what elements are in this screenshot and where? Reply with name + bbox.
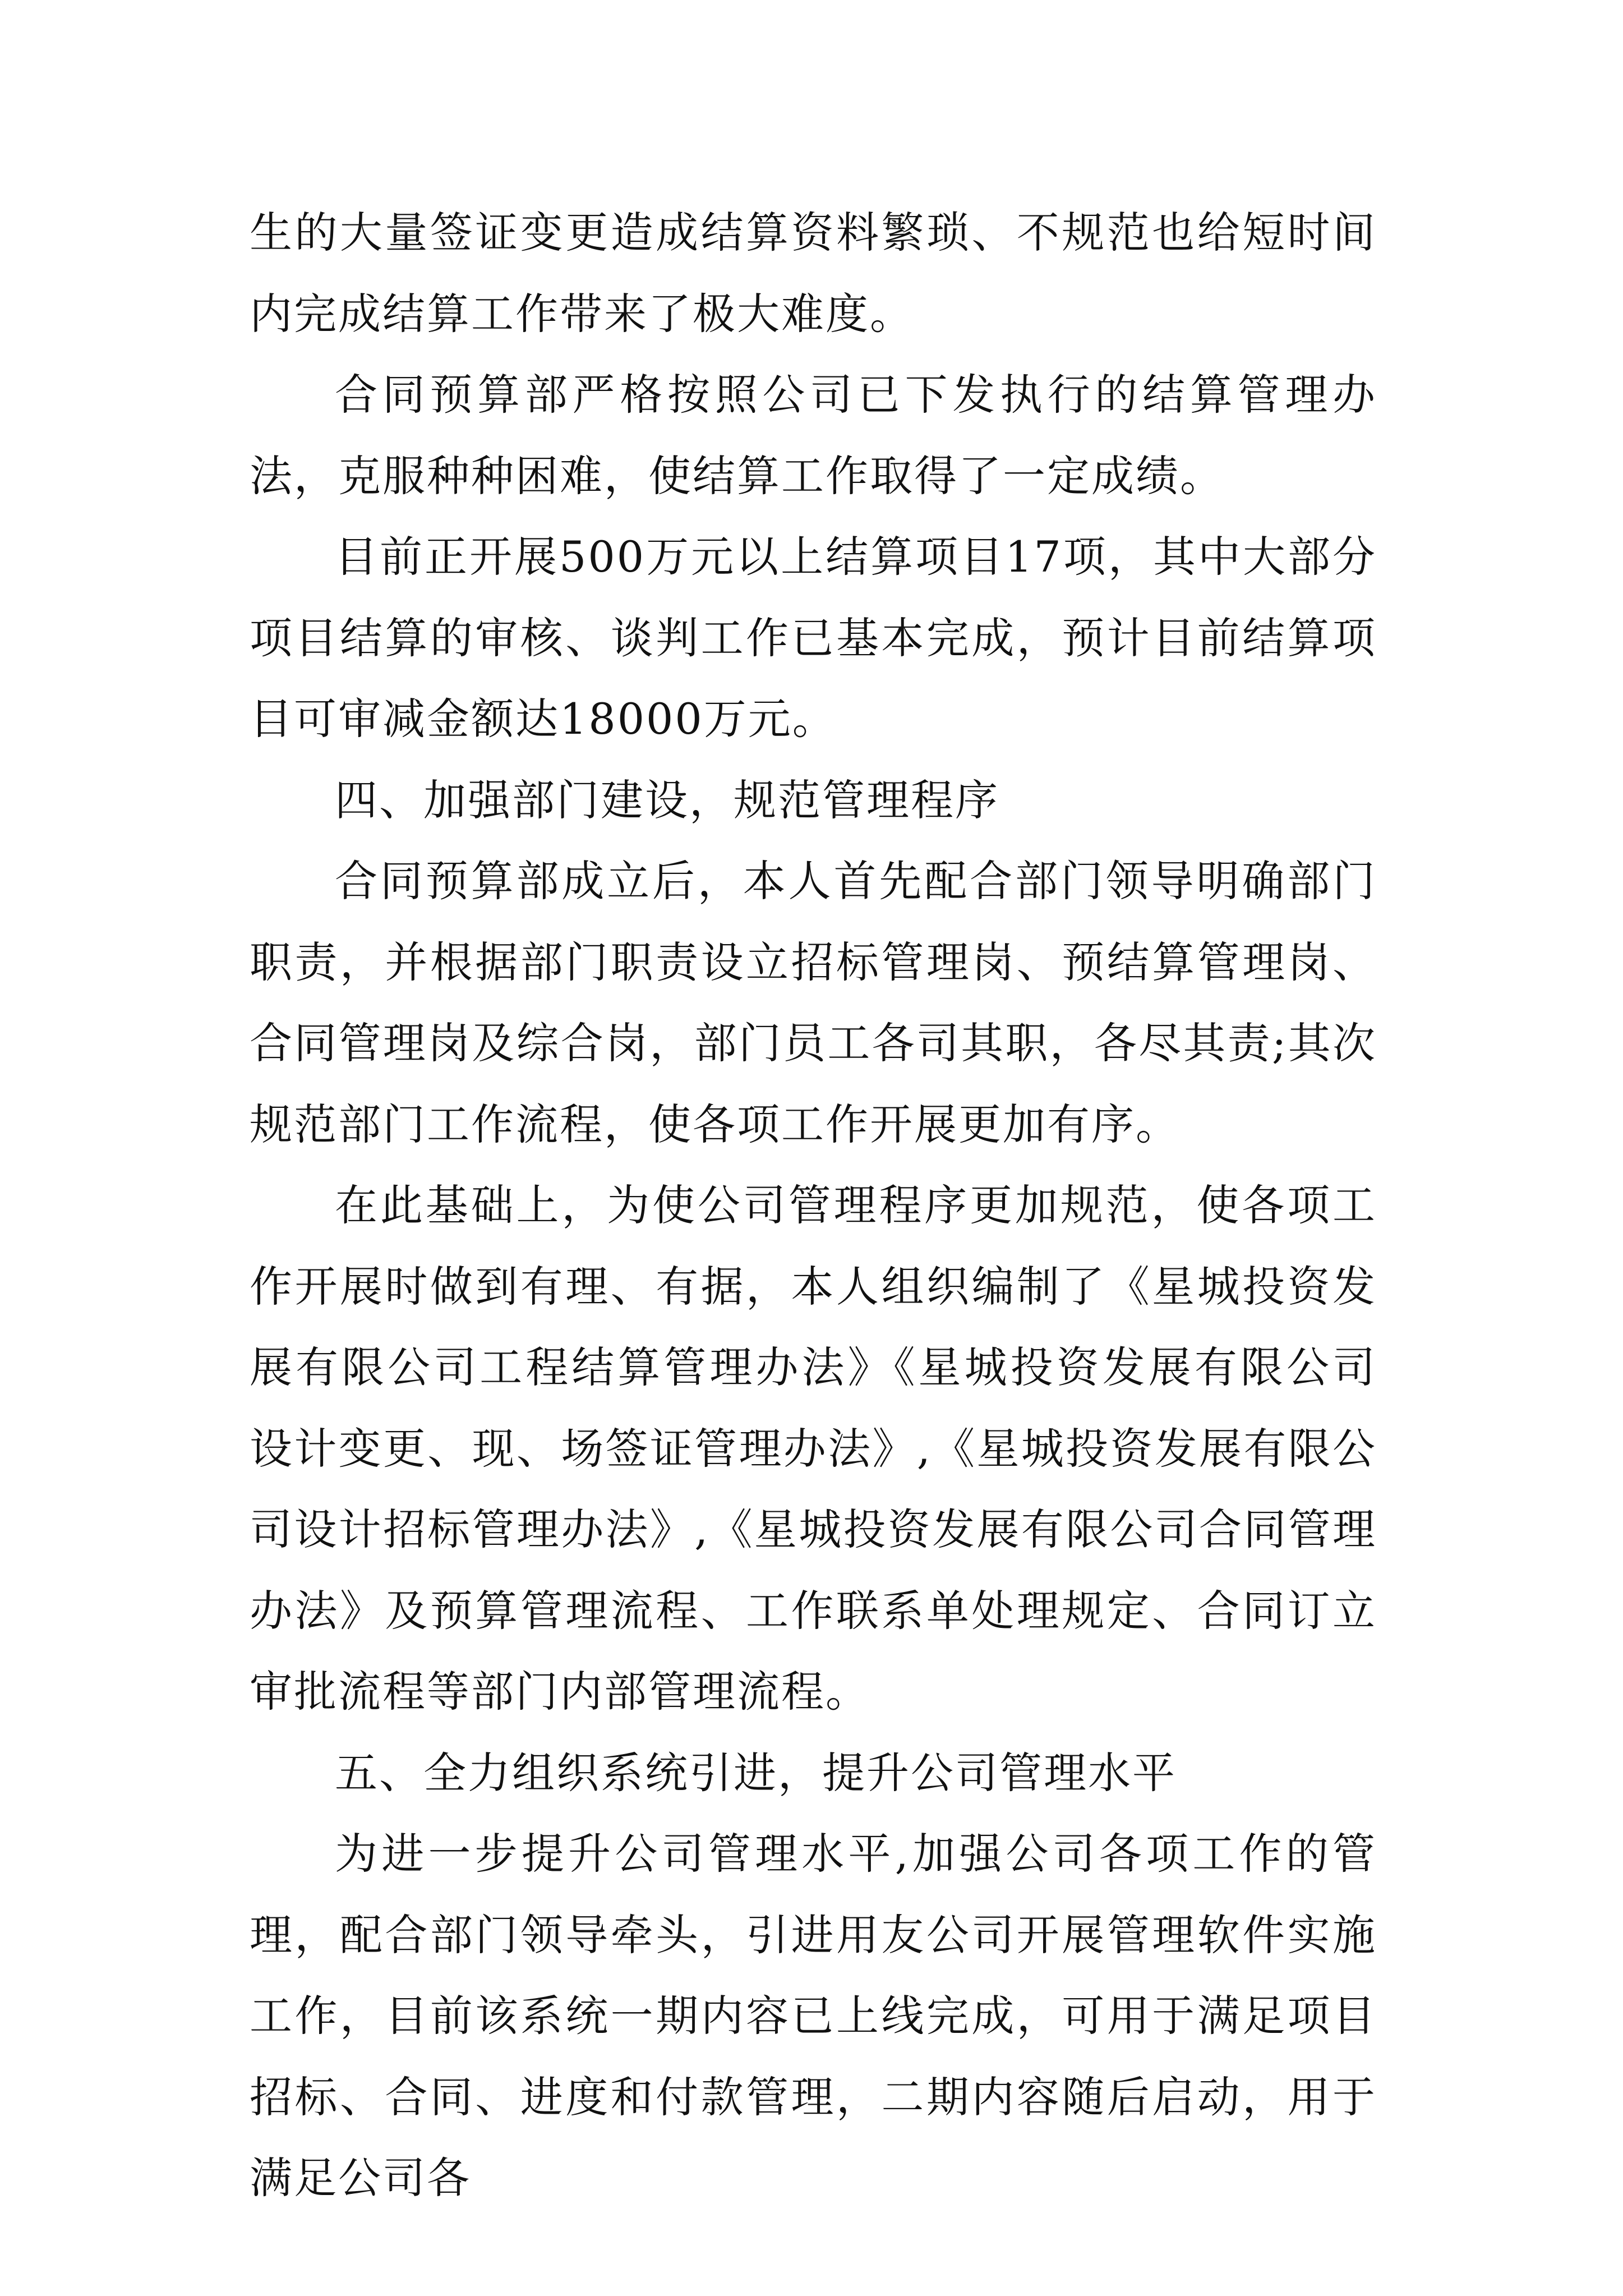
section-heading-4: 四、加强部门建设，规范管理程序 [335,775,999,825]
section-heading-5: 五、全力组织系统引进，提升公司管理水平 [335,1747,1177,1798]
paragraph-management-regulations: 在此基础上，为使公司管理程序更加规范，使各项工作开展时做到有理、有据，本人组织编制了《星城投资发展有限公司工程结算管理办法》《星城投资发展有限公司设计变更、现、场签证管理办法》,《星城投资发展有限公司设计招标管理办法》,《星城投资发展有限公司合同管理办法》及预算管理流程、工作联系单处理规定、合同订立审批流程等部门内部管理流程。 [250,1180,1377,1717]
paragraph-settlement-projects: 目前正开展500万元以上结算项目17项，其中大部分项目结算的审核、谈判工作已基本完成，预计目前结算项目可审减金额达18000万元。 [250,532,1377,744]
paragraph-system-introduction: 为进一步提升公司管理水平,加强公司各项工作的管理，配合部门领导牵头，引进用友公司开展管理软件实施工作，目前该系统一期内容已上线完成，可用于满足项目招标、合同、进度和付款管理，二期内容随后启动，用于满足公司各 [250,1829,1377,2203]
paragraph-continuation: 生的大量签证变更造成结算资料繁琐、不规范也给短时间内完成结算工作带来了极大难度。 [250,208,1377,339]
paragraph-department-duties: 合同预算部成立后，本人首先配合部门领导明确部门职责，并根据部门职责设立招标管理岗、预结算管理岗、合同管理岗及综合岗，部门员工各司其职，各尽其责;其次规范部门工作流程，使各项工作开展更加有序。 [250,856,1377,1149]
document-body [250,192,1377,2219]
paragraph-settlement-method: 合同预算部严格按照公司已下发执行的结算管理办法，克服种种困难，使结算工作取得了一定成绩。 [250,370,1377,501]
